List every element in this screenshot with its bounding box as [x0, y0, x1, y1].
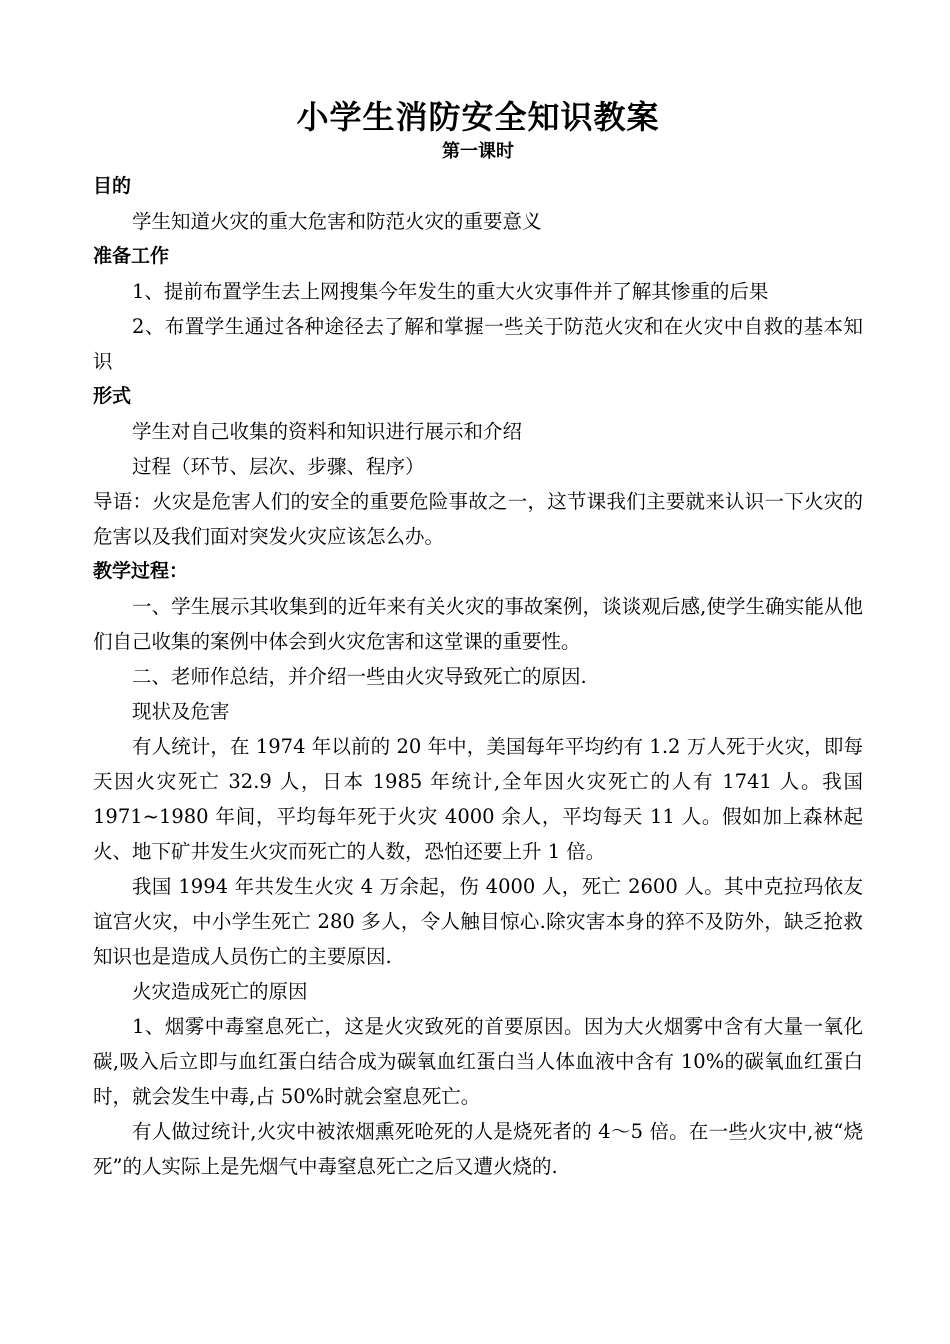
document-title: 小学生消防安全知识教案 [296, 98, 660, 136]
process-paragraph-2: 二、老师作总结，并介绍一些由火灾导致死亡的原因. [132, 665, 587, 688]
preparation-item-1: 1、提前布置学生去上网搜集今年发生的重大火灾事件并了解其惨重的后果 [132, 280, 769, 303]
purpose-heading: 目的 [93, 175, 132, 197]
process-paragraph-1: 一、学生展示其收集到的近年来有关火灾的事故案例，谈谈观后感,使学生确实能从他们自己收集的案例中体会到火灾危害和这堂课的重要性。 [93, 595, 863, 653]
statistics-paragraph-2: 我国 1994 年共发生火灾 4 万余起，伤 4000 人，死亡 2600 人。其中克拉玛依友谊宫火灾，中小学生死亡 280 多人，令人触目惊心.除灾害本身的猝不及防外，缺乏抢救知识也是造成人员伤亡的主要原因. [93, 875, 863, 968]
cause-paragraph-2: 有人做过统计,火灾中被浓烟熏死呛死的人是烧死者的 4～5 倍。在一些火灾中,被“烧死”的人实际上是先烟气中毒窒息死亡之后又遭火烧的. [93, 1120, 863, 1178]
form-line-1: 学生对自己收集的资料和知识进行展示和介绍 [132, 420, 523, 443]
form-heading: 形式 [93, 385, 132, 407]
process-heading: 教学过程： [93, 560, 189, 582]
intro-paragraph: 导语：火灾是危害人们的安全的重要危险事故之一，这节课我们主要就来认识一下火灾的危害以及我们面对突发火灾应该怎么办。 [93, 490, 863, 548]
preparation-heading: 准备工作 [93, 245, 170, 267]
causes-subheading: 火灾造成死亡的原因 [132, 980, 308, 1003]
lesson-subtitle: 第一课时 [442, 141, 514, 162]
statistics-paragraph-1: 有人统计，在 1974 年以前的 20 年中，美国每年平均约有 1.2 万人死于火灾，即每天因火灾死亡 32.9 人，日本 1985 年统计,全年因火灾死亡的人有 1741 人。我国 1971~1980 年间，平均每年死于火灾 4000 余人，平均每天 11 人。假如加上森林起火、地下矿井发生火灾而死亡的人数，恐怕还要上升 1 倍。 [93, 735, 863, 863]
document-page [93, 95, 863, 1184]
status-subheading: 现状及危害 [132, 700, 230, 723]
form-line-2: 过程（环节、层次、步骤、程序） [132, 455, 425, 478]
preparation-item-2: 2、布置学生通过各种途径去了解和掌握一些关于防范火灾和在火灾中自救的基本知识 [93, 315, 863, 373]
cause-paragraph-1: 1、烟雾中毒窒息死亡，这是火灾致死的首要原因。因为大火烟雾中含有大量一氧化碳,吸入后立即与血红蛋白结合成为碳氧血红蛋白当人体血液中含有 10%的碳氧血红蛋白时，就会发生中毒,占 50%时就会窒息死亡。 [93, 1015, 863, 1108]
purpose-text: 学生知道火灾的重大危害和防范火灾的重要意义 [132, 210, 542, 233]
